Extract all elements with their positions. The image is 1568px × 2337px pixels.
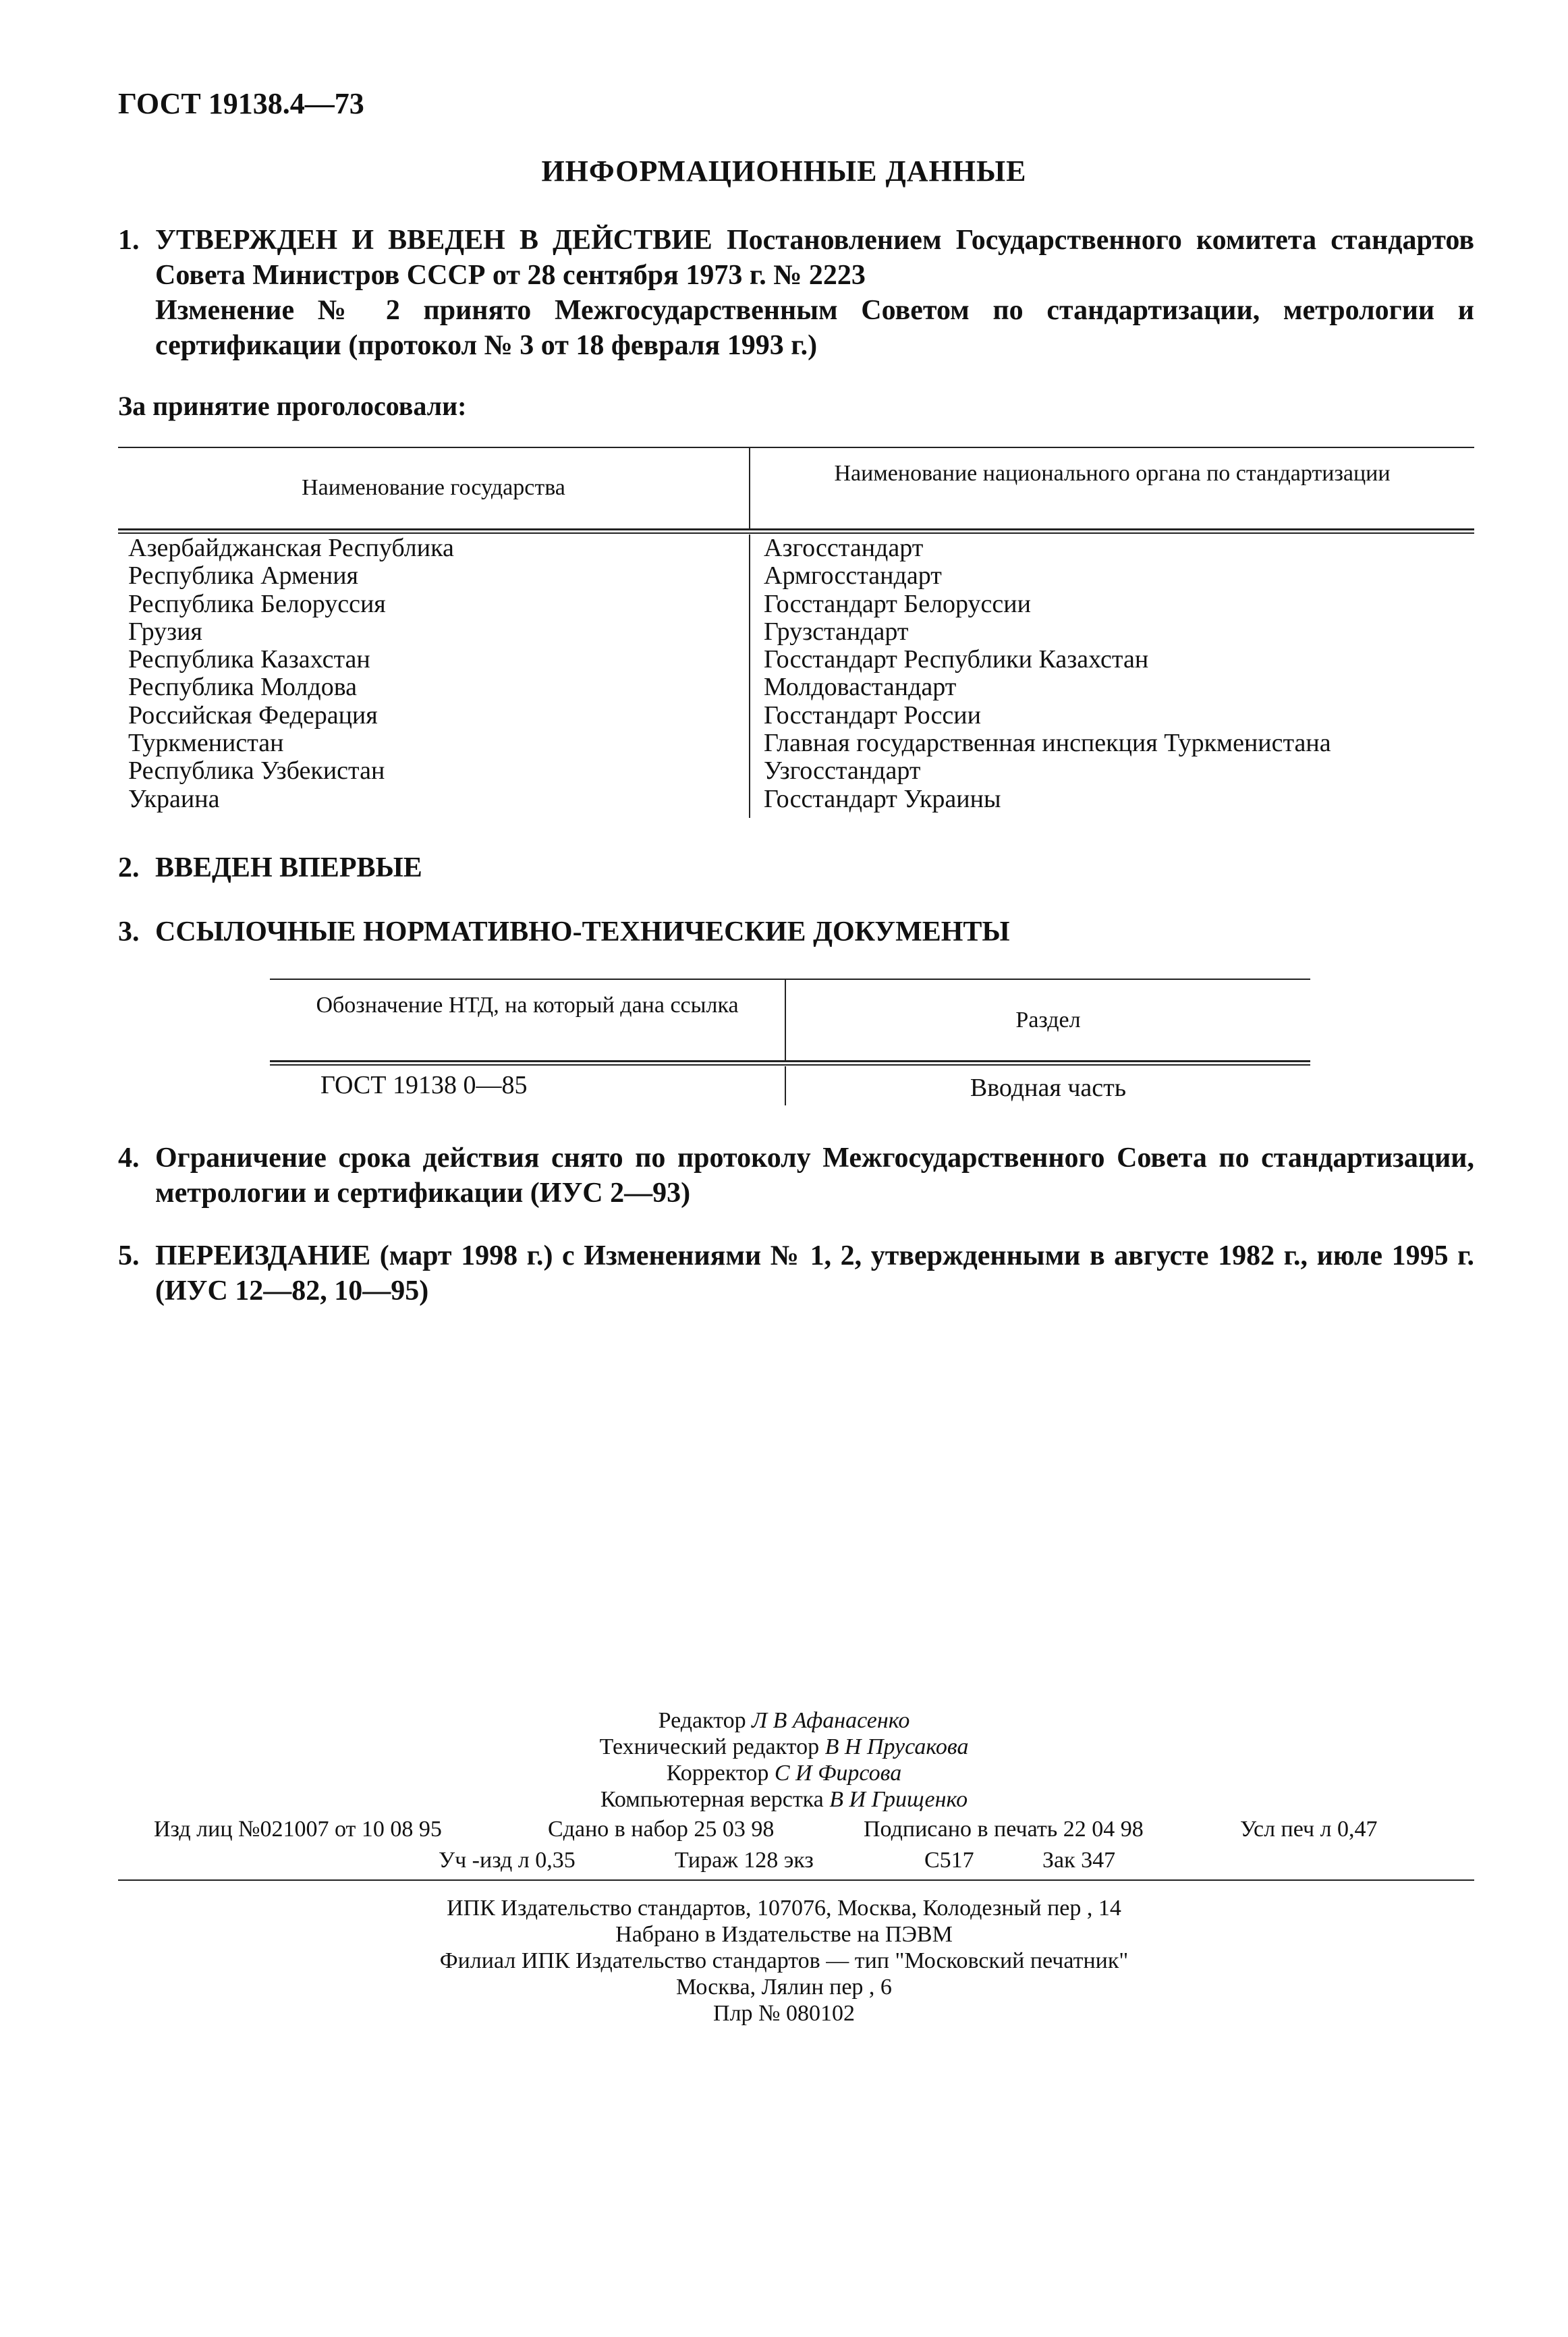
- item-5-number: 5.: [118, 1240, 140, 1271]
- item-4: [118, 1140, 1474, 1215]
- item-2-text: ВВЕДЕН ВПЕРВЫЕ: [155, 852, 422, 883]
- item-4-text: Ограничение срока действия снято по протоколу Межгосударственного Совета по стандартизации, метрологии и сертификации (ИУС 2—93): [155, 1143, 1474, 1209]
- state-row: Республика Узбекистан: [128, 757, 385, 786]
- body-row: Госстандарт Украины: [764, 784, 1001, 813]
- ref-table-header-rule-2: [270, 1064, 1310, 1066]
- item-1-heading: УТВЕРЖДЕН И ВВЕДЕН В ДЕЙСТВИЕ: [155, 225, 712, 256]
- item-3-text: ССЫЛОЧНЫЕ НОРМАТИВНО-ТЕХНИЧЕСКИЕ ДОКУМЕНТЫ: [155, 916, 1010, 947]
- item-1: [118, 223, 1474, 364]
- print-typeset-date: Сдано в набор 25 03 98: [548, 1817, 775, 1842]
- ref-table-header-rule: [270, 1060, 1310, 1062]
- body-row: Узгосстандарт: [764, 757, 921, 786]
- voting-table-top-rule: [118, 447, 1474, 448]
- state-row: Республика Молдова: [128, 673, 358, 702]
- ref-header-section: Раздел: [1015, 1008, 1081, 1033]
- item-1-body: [155, 223, 1474, 363]
- print-sheets: Усл печ л 0,47: [1240, 1817, 1378, 1842]
- voting-states-column: [128, 534, 454, 813]
- voting-header-body: Наименование национального органа по стандартизации: [834, 461, 1391, 486]
- item-5: [118, 1238, 1474, 1313]
- item-1-text: Постановлением Государственного комитета стандартов Совета Министров СССР от 28 сентября 1973 г. № 2223: [155, 225, 1474, 291]
- item-1-amendment: Изменение № 2 принято Межгосударственным Советом по стандартизации, метрологии и сертификации (протокол № 3 от 18 февраля 1993 г.): [155, 295, 1474, 361]
- ref-row-designation: ГОСТ 19138 0—85: [320, 1071, 528, 1099]
- voted-label: За принятие проголосовали:: [118, 391, 467, 421]
- credit-editor: Редактор Л В Афанасенко: [658, 1708, 910, 1733]
- print-edition-sheets: Уч -изд л 0,35: [439, 1848, 576, 1873]
- state-row: Республика Армения: [128, 561, 359, 590]
- document-id: ГОСТ 19138.4—73: [118, 87, 364, 120]
- state-row: Российская Федерация: [128, 700, 378, 730]
- publisher-line: Плр № 080102: [713, 2001, 855, 2026]
- body-row: Госстандарт России: [764, 700, 981, 730]
- print-license: Изд лиц №021007 от 10 08 95: [154, 1817, 442, 1842]
- state-row: Грузия: [128, 617, 202, 646]
- item-2-number: 2.: [118, 852, 140, 883]
- voting-bodies-column: [764, 534, 1331, 813]
- body-row: Азгосстандарт: [764, 534, 924, 562]
- body-row: Главная государственная инспекция Туркменистана: [764, 729, 1331, 758]
- voting-table-header-rule: [118, 528, 1474, 530]
- imprint-rule: [118, 1879, 1474, 1881]
- item-3-number: 3.: [118, 916, 140, 947]
- item-2: [118, 850, 1474, 891]
- item-4-number: 4.: [118, 1143, 140, 1174]
- voting-table-divider: [749, 534, 750, 818]
- publisher-block: [0, 1895, 1568, 2027]
- body-row: Грузстандарт: [764, 617, 909, 646]
- credit-proofreader: Корректор С И Фирсова: [666, 1761, 902, 1786]
- credit-layout: Компьютерная верстка В И Грищенко: [600, 1787, 968, 1812]
- ref-row-section: Вводная часть: [970, 1074, 1127, 1102]
- page-title: ИНФОРМАЦИОННЫЕ ДАННЫЕ: [541, 155, 1027, 188]
- item-3: [118, 914, 1474, 955]
- item-5-text: (март 1998 г.) с Изменениями № 1, 2, утвержденными в августе 1982 г., июле 1995 г. (ИУС 12—82, 10—95): [155, 1240, 1474, 1307]
- body-row: Молдовастандарт: [764, 673, 957, 702]
- ref-table-top-rule: [270, 979, 1310, 980]
- credits: [0, 1707, 1568, 1813]
- item-5-body: [155, 1238, 1474, 1309]
- publisher-line: Москва, Лялин пер , 6: [676, 1975, 892, 2000]
- state-row: Республика Казахстан: [128, 645, 370, 674]
- print-code: С517: [924, 1848, 974, 1873]
- state-row: Азербайджанская Республика: [128, 534, 454, 562]
- credit-tech-editor: Технический редактор В Н Прусакова: [599, 1734, 969, 1759]
- item-5-heading: ПЕРЕИЗДАНИЕ: [155, 1240, 371, 1271]
- voting-header-state: Наименование государства: [302, 475, 565, 500]
- publisher-line: Набрано в Издательстве на ПЭВМ: [615, 1922, 953, 1947]
- body-row: Госстандарт Республики Казахстан: [764, 645, 1149, 674]
- publisher-line: Филиал ИПК Издательство стандартов — тип "Московский печатник": [439, 1948, 1129, 1973]
- state-row: Украина: [128, 784, 220, 813]
- body-row: Госстандарт Белоруссии: [764, 589, 1031, 618]
- print-order: Зак 347: [1042, 1848, 1116, 1873]
- print-circulation: Тираж 128 экз: [675, 1848, 814, 1873]
- state-row: Туркменистан: [128, 729, 284, 758]
- body-row: Армгосстандарт: [764, 561, 942, 590]
- publisher-line: ИПК Издательство стандартов, 107076, Москва, Колодезный пер , 14: [447, 1896, 1121, 1921]
- print-signed-date: Подписано в печать 22 04 98: [864, 1817, 1144, 1842]
- ref-header-designation: Обозначение НТД, на который дана ссылка: [316, 993, 739, 1018]
- state-row: Республика Белоруссия: [128, 589, 386, 618]
- item-1-number: 1.: [118, 225, 140, 256]
